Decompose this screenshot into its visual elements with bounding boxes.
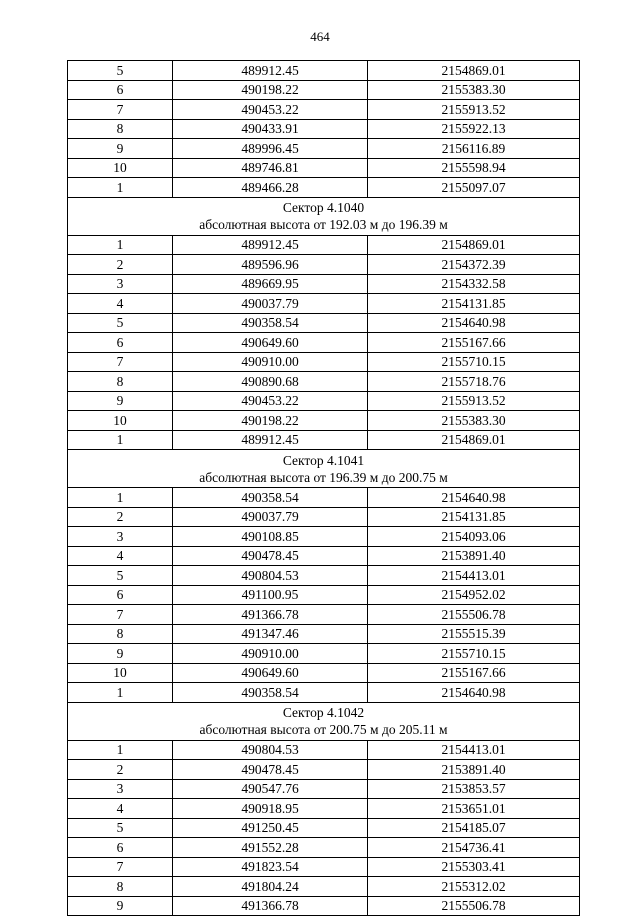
y-coordinate-cell: 2155383.30 — [368, 411, 580, 431]
point-number-cell: 10 — [68, 158, 173, 178]
x-coordinate-cell: 490453.22 — [173, 391, 368, 411]
point-number-cell: 8 — [68, 119, 173, 139]
y-coordinate-cell: 2155710.15 — [368, 352, 580, 372]
table-row — [68, 527, 580, 547]
sector-header-row — [68, 197, 580, 235]
x-coordinate-cell: 491366.78 — [173, 896, 368, 916]
table-row — [68, 566, 580, 586]
point-number-cell: 9 — [68, 644, 173, 664]
y-coordinate-cell: 2155913.52 — [368, 391, 580, 411]
x-coordinate-cell: 491100.95 — [173, 585, 368, 605]
table-row — [68, 391, 580, 411]
table-row — [68, 838, 580, 858]
y-coordinate-cell: 2154185.07 — [368, 818, 580, 838]
y-coordinate-cell: 2156116.89 — [368, 139, 580, 159]
table-row — [68, 430, 580, 450]
x-coordinate-cell: 491823.54 — [173, 857, 368, 877]
x-coordinate-cell: 490478.45 — [173, 760, 368, 780]
table-row — [68, 740, 580, 760]
point-number-cell: 8 — [68, 624, 173, 644]
table-row — [68, 352, 580, 372]
y-coordinate-cell: 2155167.66 — [368, 663, 580, 683]
x-coordinate-cell: 489996.45 — [173, 139, 368, 159]
x-coordinate-cell: 489466.28 — [173, 178, 368, 198]
sector-title: Сектор 4.1041 — [282, 452, 365, 468]
point-number-cell: 2 — [68, 507, 173, 527]
point-number-cell: 10 — [68, 663, 173, 683]
point-number-cell: 1 — [68, 178, 173, 198]
table-row — [68, 294, 580, 314]
point-number-cell: 4 — [68, 799, 173, 819]
y-coordinate-cell: 2154131.85 — [368, 507, 580, 527]
x-coordinate-cell: 490037.79 — [173, 507, 368, 527]
table-row — [68, 488, 580, 508]
x-coordinate-cell: 489746.81 — [173, 158, 368, 178]
table-row — [68, 507, 580, 527]
y-coordinate-cell: 2155515.39 — [368, 624, 580, 644]
sector-altitude-range: абсолютная высота от 192.03 м до 196.39 м — [199, 217, 448, 232]
point-number-cell: 9 — [68, 391, 173, 411]
y-coordinate-cell: 2154869.01 — [368, 61, 580, 81]
x-coordinate-cell: 490804.53 — [173, 740, 368, 760]
point-number-cell: 6 — [68, 333, 173, 353]
point-number-cell: 4 — [68, 294, 173, 314]
y-coordinate-cell: 2154869.01 — [368, 235, 580, 255]
table-row — [68, 178, 580, 198]
x-coordinate-cell: 491804.24 — [173, 877, 368, 897]
y-coordinate-cell: 2155718.76 — [368, 372, 580, 392]
table-row — [68, 139, 580, 159]
point-number-cell: 2 — [68, 760, 173, 780]
y-coordinate-cell: 2155506.78 — [368, 896, 580, 916]
point-number-cell: 1 — [68, 683, 173, 703]
y-coordinate-cell: 2154413.01 — [368, 566, 580, 586]
x-coordinate-cell: 490453.22 — [173, 100, 368, 120]
point-number-cell: 7 — [68, 100, 173, 120]
point-number-cell: 10 — [68, 411, 173, 431]
y-coordinate-cell: 2155303.41 — [368, 857, 580, 877]
y-coordinate-cell: 2154640.98 — [368, 683, 580, 703]
point-number-cell: 6 — [68, 838, 173, 858]
table-row — [68, 372, 580, 392]
table-row — [68, 896, 580, 916]
table-row — [68, 605, 580, 625]
x-coordinate-cell: 490037.79 — [173, 294, 368, 314]
point-number-cell: 7 — [68, 857, 173, 877]
x-coordinate-cell: 491250.45 — [173, 818, 368, 838]
table-row — [68, 877, 580, 897]
point-number-cell: 8 — [68, 372, 173, 392]
x-coordinate-cell: 489669.95 — [173, 274, 368, 294]
y-coordinate-cell: 2155383.30 — [368, 80, 580, 100]
x-coordinate-cell: 489912.45 — [173, 430, 368, 450]
x-coordinate-cell: 490198.22 — [173, 80, 368, 100]
x-coordinate-cell: 490358.54 — [173, 313, 368, 333]
point-number-cell: 7 — [68, 605, 173, 625]
y-coordinate-cell: 2153891.40 — [368, 760, 580, 780]
x-coordinate-cell: 490649.60 — [173, 333, 368, 353]
coordinates-table-body — [68, 61, 580, 916]
point-number-cell: 4 — [68, 546, 173, 566]
table-row — [68, 683, 580, 703]
table-row — [68, 644, 580, 664]
x-coordinate-cell: 491366.78 — [173, 605, 368, 625]
y-coordinate-cell: 2155913.52 — [368, 100, 580, 120]
y-coordinate-cell: 2154736.41 — [368, 838, 580, 858]
y-coordinate-cell: 2155922.13 — [368, 119, 580, 139]
y-coordinate-cell: 2154332.58 — [368, 274, 580, 294]
table-row — [68, 663, 580, 683]
x-coordinate-cell: 489912.45 — [173, 235, 368, 255]
point-number-cell: 6 — [68, 585, 173, 605]
sector-header-row — [68, 450, 580, 488]
y-coordinate-cell: 2155312.02 — [368, 877, 580, 897]
table-row — [68, 61, 580, 81]
coordinates-table — [67, 60, 580, 916]
x-coordinate-cell: 490910.00 — [173, 352, 368, 372]
y-coordinate-cell: 2154869.01 — [368, 430, 580, 450]
table-row — [68, 313, 580, 333]
y-coordinate-cell: 2154640.98 — [368, 313, 580, 333]
table-row — [68, 119, 580, 139]
point-number-cell: 2 — [68, 255, 173, 275]
point-number-cell: 3 — [68, 779, 173, 799]
sector-altitude-range: абсолютная высота от 196.39 м до 200.75 м — [199, 469, 448, 485]
x-coordinate-cell: 490358.54 — [173, 683, 368, 703]
y-coordinate-cell: 2154093.06 — [368, 527, 580, 547]
point-number-cell: 1 — [68, 430, 173, 450]
point-number-cell: 1 — [68, 740, 173, 760]
x-coordinate-cell: 490649.60 — [173, 663, 368, 683]
table-row — [68, 333, 580, 353]
y-coordinate-cell: 2155506.78 — [368, 605, 580, 625]
sector-header — [68, 197, 580, 235]
sector-title: Сектор 4.1042 — [282, 705, 365, 720]
sector-title: Сектор 4.1040 — [282, 200, 365, 215]
point-number-cell: 5 — [68, 566, 173, 586]
point-number-cell: 7 — [68, 352, 173, 372]
x-coordinate-cell: 490358.54 — [173, 488, 368, 508]
table-row — [68, 255, 580, 275]
point-number-cell: 9 — [68, 896, 173, 916]
table-row — [68, 818, 580, 838]
page-number: 464 — [310, 29, 330, 44]
table-row — [68, 546, 580, 566]
y-coordinate-cell: 2154413.01 — [368, 740, 580, 760]
table-row — [68, 158, 580, 178]
y-coordinate-cell: 2155097.07 — [368, 178, 580, 198]
point-number-cell: 1 — [68, 235, 173, 255]
point-number-cell: 5 — [68, 818, 173, 838]
x-coordinate-cell: 490918.95 — [173, 799, 368, 819]
point-number-cell: 3 — [68, 527, 173, 547]
sector-header — [68, 702, 580, 740]
table-row — [68, 799, 580, 819]
x-coordinate-cell: 490910.00 — [173, 644, 368, 664]
table-row — [68, 760, 580, 780]
x-coordinate-cell: 489912.45 — [173, 61, 368, 81]
point-number-cell: 9 — [68, 139, 173, 159]
point-number-cell: 5 — [68, 61, 173, 81]
x-coordinate-cell: 490433.91 — [173, 119, 368, 139]
x-coordinate-cell: 491347.46 — [173, 624, 368, 644]
x-coordinate-cell: 491552.28 — [173, 838, 368, 858]
x-coordinate-cell: 490804.53 — [173, 566, 368, 586]
point-number-cell: 5 — [68, 313, 173, 333]
x-coordinate-cell: 490890.68 — [173, 372, 368, 392]
point-number-cell: 1 — [68, 488, 173, 508]
point-number-cell: 8 — [68, 877, 173, 897]
y-coordinate-cell: 2153651.01 — [368, 799, 580, 819]
table-row — [68, 274, 580, 294]
point-number-cell: 3 — [68, 274, 173, 294]
y-coordinate-cell: 2154372.39 — [368, 255, 580, 275]
table-row — [68, 80, 580, 100]
table-row — [68, 411, 580, 431]
point-number-cell: 6 — [68, 80, 173, 100]
sector-header-row — [68, 702, 580, 740]
y-coordinate-cell: 2153891.40 — [368, 546, 580, 566]
table-row — [68, 100, 580, 120]
sector-header — [68, 450, 580, 488]
x-coordinate-cell: 489596.96 — [173, 255, 368, 275]
table-row — [68, 585, 580, 605]
sector-altitude-range: абсолютная высота от 200.75 м до 205.11 м — [199, 722, 448, 737]
y-coordinate-cell: 2154952.02 — [368, 585, 580, 605]
y-coordinate-cell: 2154640.98 — [368, 488, 580, 508]
y-coordinate-cell: 2153853.57 — [368, 779, 580, 799]
table-row — [68, 857, 580, 877]
x-coordinate-cell: 490108.85 — [173, 527, 368, 547]
table-row — [68, 235, 580, 255]
y-coordinate-cell: 2155167.66 — [368, 333, 580, 353]
table-row — [68, 779, 580, 799]
x-coordinate-cell: 490198.22 — [173, 411, 368, 431]
table-row — [68, 624, 580, 644]
x-coordinate-cell: 490547.76 — [173, 779, 368, 799]
y-coordinate-cell: 2155710.15 — [368, 644, 580, 664]
y-coordinate-cell: 2155598.94 — [368, 158, 580, 178]
x-coordinate-cell: 490478.45 — [173, 546, 368, 566]
y-coordinate-cell: 2154131.85 — [368, 294, 580, 314]
